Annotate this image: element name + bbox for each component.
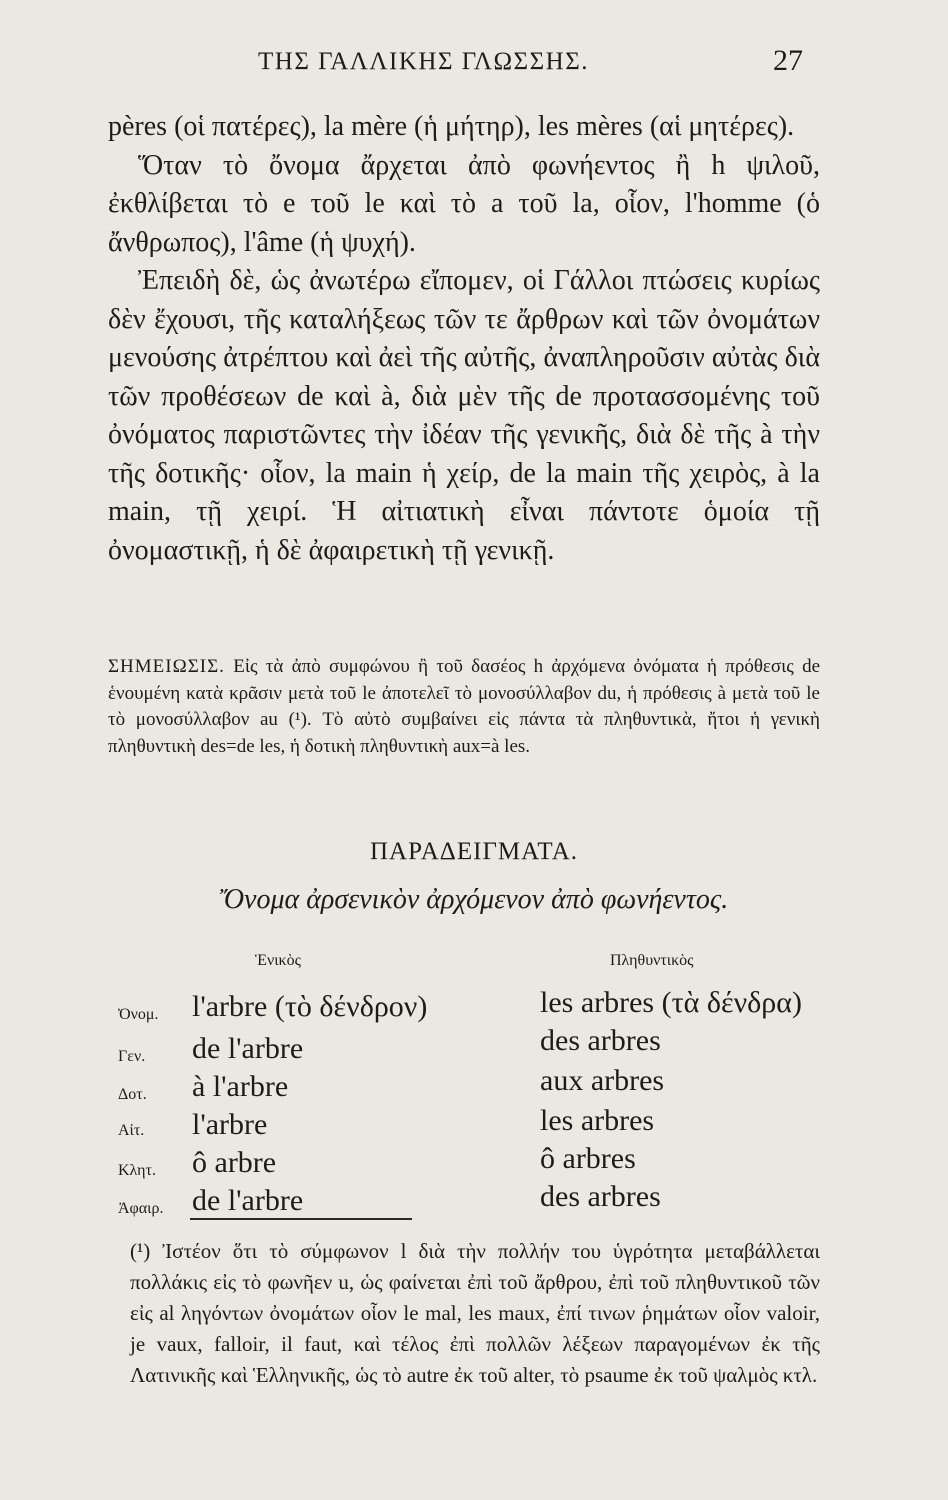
plural-form: des arbres xyxy=(540,1024,661,1057)
footnote-rule xyxy=(190,1218,412,1220)
page-number: 27 xyxy=(773,44,803,77)
plural-form: ô arbres xyxy=(540,1142,636,1175)
singular-form: l'arbre (τὸ δένδρον) xyxy=(192,990,428,1023)
column-head-singular: Ἑνικὸς xyxy=(255,952,301,969)
running-head xyxy=(0,44,948,84)
paragraph-2: Ὅταν τὸ ὄνομα ἄρχεται ἀπὸ φωνήεντος ἢ h ψιλοῦ, ἐκθλίβεται τὸ e τοῦ le καὶ τὸ a τοῦ la, οἷον, l'homme (ὁ ἄνθρωπος), l'âme (ἡ ψυχή). xyxy=(108,149,820,258)
plural-form: les arbres (τὰ δένδρα) xyxy=(540,986,802,1019)
case-label: Ὀνομ. xyxy=(118,1006,159,1023)
singular-form: de l'arbre xyxy=(192,1032,304,1065)
plural-form: les arbres xyxy=(540,1104,655,1137)
singular-form: ô arbre xyxy=(192,1146,277,1179)
case-label: Γεν. xyxy=(118,1048,146,1065)
case-label: Ἀφαιρ. xyxy=(118,1200,164,1217)
case-label: Αἰτ. xyxy=(118,1122,145,1139)
singular-form: à l'arbre xyxy=(192,1070,289,1103)
examples-subheading: Ὄνομα ἀρσενικὸν ἀρχόμενον ἀπὸ φωνήεντος. xyxy=(219,884,729,915)
case-label: Δοτ. xyxy=(118,1086,147,1103)
main-text xyxy=(108,108,820,570)
note-text: Εἰς τὰ ἀπὸ συμφώνου ἢ τοῦ δασέος h ἀρχόμενα ὀνόματα ἡ πρόθεσις de ἑνουμένη κατὰ κρᾶσιν μετὰ τοῦ le ἀποτελεῖ τὸ μονοσύλλαβον du, ἡ πρόθεσις à μετὰ τοῦ le τὸ μονοσύλλαβον au (¹). Τὸ αὐτὸ συμβαίνει εἰς πάντα τὰ πληθυντικὰ, ἤτοι ἡ γενικὴ πληθυντικὴ des=de les, ἡ δοτικὴ πληθυντικὴ aux=à les. xyxy=(108,656,821,757)
paragraph-3: Ἐπειδὴ δὲ, ὡς ἀνωτέρω εἴπομεν, οἱ Γάλλοι πτώσεις κυρίως δὲν ἔχουσι, τῆς καταλήξεως τῶν τε ἄρθρων καὶ τῶν ὀνομάτων μενούσης ἀτρέπτου καὶ ἀεὶ τῆς αὐτῆς, ἀναπληροῦσιν αὐτὰς διὰ τῶν προθέσεων de καὶ à, διὰ μὲν τῆς de προτασσομένης τοῦ ὀνόματος παριστῶντες τὴν ἰδέαν τῆς γενικῆς, διὰ δὲ τῆς à τὴν τῆς δοτικῆς· οἷον, la main ἡ χείρ, de la main τῆς χειρὸς, à la main, τῇ χειρί. Ἡ αἰτιατικὴ εἶναι πάντοτε ὁμοία τῇ ὀνομαστικῇ, ἡ δὲ ἀφαιρετικὴ τῇ γενικῇ. xyxy=(108,265,820,566)
note-block xyxy=(108,654,820,760)
paragraph-1: pères (οἱ πατέρες), la mère (ἡ μήτηρ), les mères (αἱ μητέρες). xyxy=(108,111,795,142)
note-label: ΣΗΜΕΙΩΣΙΣ. xyxy=(108,656,225,677)
column-head-plural: Πληθυντικὸς xyxy=(610,952,694,969)
singular-form: l'arbre xyxy=(192,1108,268,1141)
case-label: Κλητ. xyxy=(118,1162,156,1179)
footnote: (¹) Ἰστέον ὅτι τὸ σύμφωνον l διὰ τὴν πολλήν του ὑγρότητα μεταβάλλεται πολλάκις εἰς τὸ φωνῆεν u, ὡς φαίνεται ἐπὶ τοῦ ἄρθρου, ἐπὶ τοῦ πληθυντικοῦ τῶν εἰς al ληγόντων ὀνομάτων οἷον le mal, les maux, ἐπί τινων ῥημάτων οἷον valoir, je vaux, falloir, il faut, καὶ τέλος ἐπὶ πολλῶν λέξεων παραγομένων ἐκ τῆς Λατινικῆς καὶ Ἑλληνικῆς, ὡς τὸ autre ἐκ τοῦ alter, τὸ psaume ἐκ τοῦ ψαλμὸς κτλ. xyxy=(130,1239,820,1387)
singular-form: de l'arbre xyxy=(192,1184,304,1217)
running-title: ΤΗΣ ΓΑΛΛΙΚΗΣ ΓΛΩΣΣΗΣ. xyxy=(258,48,589,75)
examples-heading: ΠΑΡΑΔΕΙΓΜΑΤΑ. xyxy=(369,838,579,865)
plural-form: des arbres xyxy=(540,1180,661,1213)
plural-form: aux arbres xyxy=(540,1064,665,1097)
